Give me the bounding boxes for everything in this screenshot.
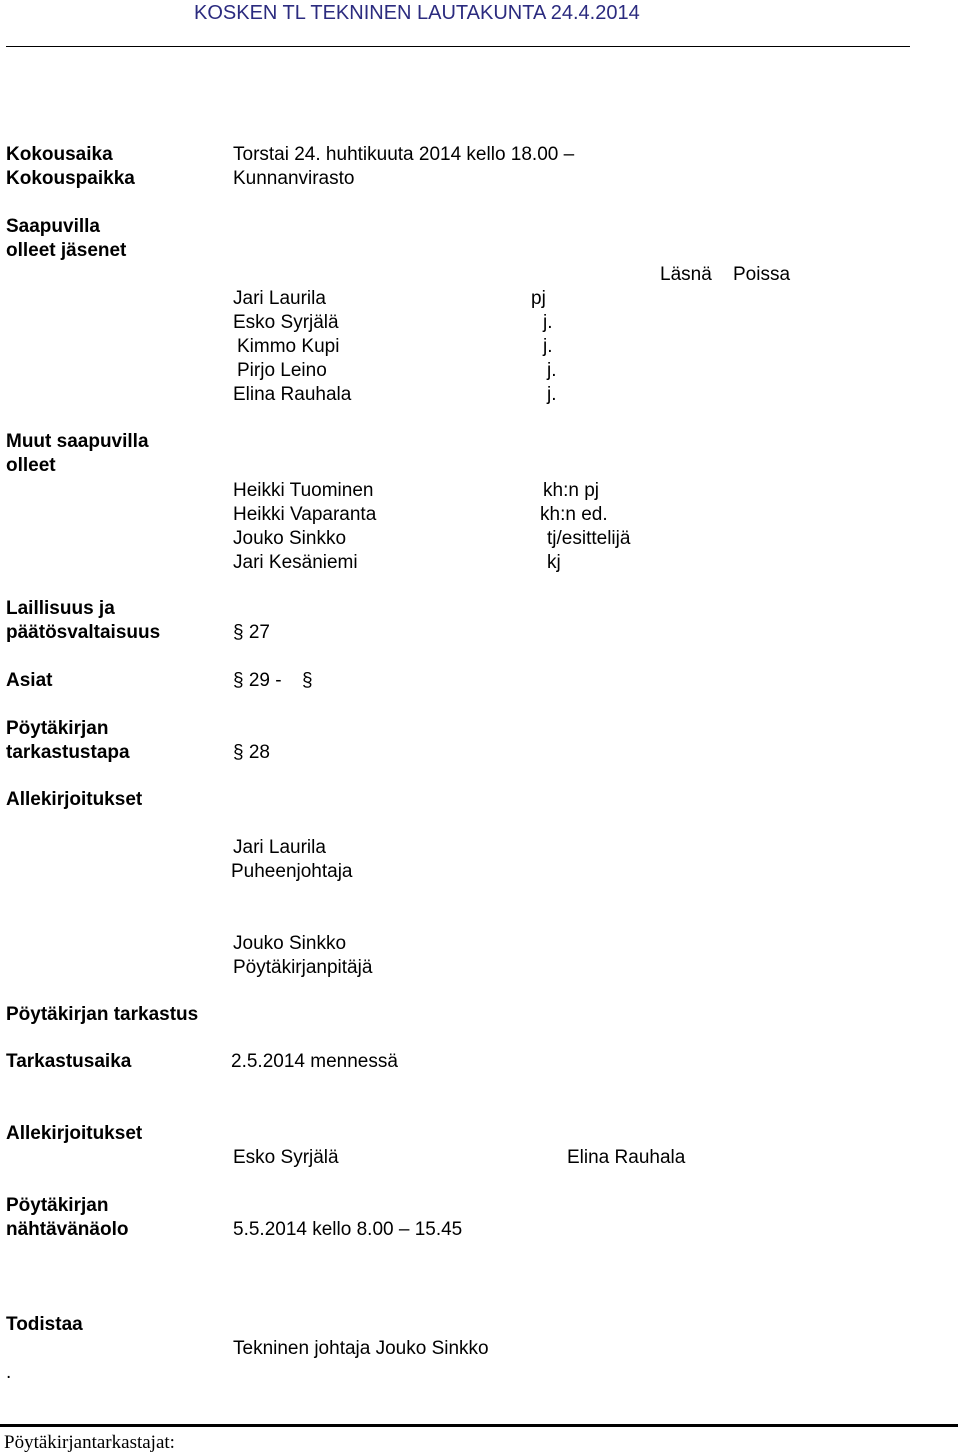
member-role: j. <box>543 312 553 333</box>
matters-value-end: § <box>302 670 313 691</box>
review-time-value: 2.5.2014 mennessä <box>231 1051 398 1072</box>
member-role: j. <box>547 384 557 405</box>
review-method-value: § 28 <box>233 742 270 763</box>
other-name: Heikki Vaparanta <box>233 504 377 525</box>
meeting-place-value: Kunnanvirasto <box>233 168 355 189</box>
meeting-time-label: Kokousaika <box>6 144 113 165</box>
meeting-time-value: Torstai 24. huhtikuuta 2014 kello 18.00 – <box>233 144 575 165</box>
member-name: Elina Rauhala <box>233 384 352 405</box>
other-role: tj/esittelijä <box>547 528 631 549</box>
secretary-name: Jouko Sinkko <box>233 933 347 954</box>
members-label-line2: olleet jäsenet <box>6 240 127 261</box>
member-role: j. <box>543 336 553 357</box>
certify-value: Tekninen johtaja Jouko Sinkko <box>233 1338 489 1359</box>
col-absent-header: Poissa <box>733 264 791 285</box>
review-signatures-label: Allekirjoitukset <box>6 1123 143 1144</box>
member-name: Esko Syrjälä <box>233 312 339 333</box>
reviewer-2-name: Elina Rauhala <box>567 1147 686 1168</box>
display-label-line2: nähtävänäolo <box>6 1219 129 1240</box>
document-header: KOSKEN TL TEKNINEN LAUTAKUNTA 24.4.2014 <box>194 2 640 24</box>
col-present-header: Läsnä <box>660 264 712 285</box>
matters-label: Asiat <box>6 670 53 691</box>
other-name: Jari Kesäniemi <box>233 552 358 573</box>
legality-value: § 27 <box>233 622 270 643</box>
review-method-label-line1: Pöytäkirjan <box>6 718 109 739</box>
member-role: j. <box>547 360 557 381</box>
header-rule <box>6 46 910 47</box>
others-label-line1: Muut saapuvilla <box>6 431 149 452</box>
members-label-line1: Saapuvilla <box>6 216 100 237</box>
other-role: kh:n pj <box>543 480 599 501</box>
chair-name: Jari Laurila <box>233 837 326 858</box>
review-label: Pöytäkirjan tarkastus <box>6 1004 199 1025</box>
legality-label-line1: Laillisuus ja <box>6 598 115 619</box>
other-name: Heikki Tuominen <box>233 480 374 501</box>
matters-value-start: § 29 - <box>233 670 282 691</box>
member-name: Pirjo Leino <box>237 360 327 381</box>
footer-rule <box>0 1424 958 1427</box>
certify-dot: . <box>6 1362 12 1383</box>
legality-label-line2: päätösvaltaisuus <box>6 622 161 643</box>
review-time-label: Tarkastusaika <box>6 1051 132 1072</box>
display-label-line1: Pöytäkirjan <box>6 1195 109 1216</box>
member-role: pj <box>531 288 546 309</box>
certify-label: Todistaa <box>6 1314 83 1335</box>
display-value: 5.5.2014 kello 8.00 – 15.45 <box>233 1219 463 1240</box>
signatures-label: Allekirjoitukset <box>6 789 143 810</box>
other-role: kj <box>547 552 561 573</box>
secretary-title: Pöytäkirjanpitäjä <box>233 957 373 978</box>
other-name: Jouko Sinkko <box>233 528 347 549</box>
footer-text: Pöytäkirjantarkastajat: <box>4 1432 175 1453</box>
others-label-line2: olleet <box>6 455 56 476</box>
chair-title: Puheenjohtaja <box>231 861 353 882</box>
meeting-place-label: Kokouspaikka <box>6 168 135 189</box>
member-name: Jari Laurila <box>233 288 326 309</box>
member-name: Kimmo Kupi <box>237 336 340 357</box>
review-method-label-line2: tarkastustapa <box>6 742 130 763</box>
reviewer-1-name: Esko Syrjälä <box>233 1147 339 1168</box>
other-role: kh:n ed. <box>540 504 608 525</box>
